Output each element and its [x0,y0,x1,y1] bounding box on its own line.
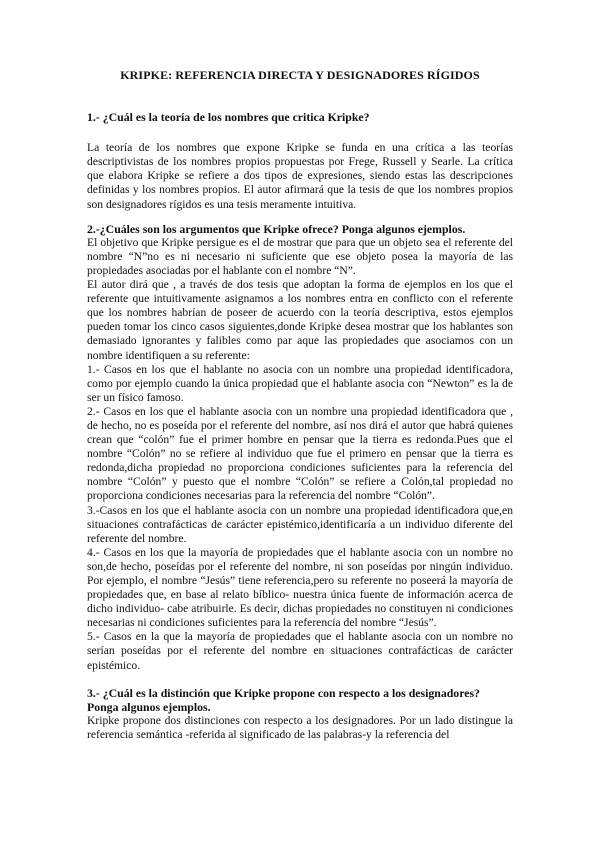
question-1-paragraph: La teoría de los nombres que expone Kripke se funda en una crítica a las teorías descriptivistas de los nombres propios propuestas por Frege, Russell y Searle. La crítica que elabora Kripke se refiere a dos tipos de expresiones, siendo estas las descripciones definidas y los nombres propios. El autor afirmará que la tesis de que los nombres propios son designadores rígidos es una tesis meramente intuitiva. [87,141,513,211]
document-body [87,68,513,742]
question-2-case-3: 3.-Casos en los que el hablante asocia con un nombre una propiedad identificadora que,en situaciones contrafácticas de carácter epistémico,identificaría a un individuo diferente del referente del nombre. [87,503,513,545]
question-2-paragraph-intro: El autor dirá que , a través de dos tesis que adoptan la forma de ejemplos en los que el referente que intuitivamente asignamos a los nombres entra en conflicto con el referente que los nombres habrían de poseer de acuerdo con la teoría descriptiva, estos ejemplos pueden tomar los cinco casos siguientes,donde Kripke desea mostrar que los hablantes son demasiado ignorantes y falibles como par aque las propiedades que asociamos con un nombre identifiquen a su referente: [87,278,513,362]
question-2-paragraph-objective: El objetivo que Kripke persigue es el de mostrar que para que un objeto sea el referente del nombre “N”no es ni necesario ni suficiente que ese objeto posea la mayoría de las propiedades asociadas por el hablante con el nombre “N”. [87,235,513,277]
question-3-heading: 3.- ¿Cuál es la distinción que Kripke propone con respecto a los designadores? Ponga algunos ejemplos. [87,685,480,714]
question-2-case-1: 1.- Casos en los que el hablante no asocia con un nombre una propiedad identificadora, como por ejemplo cuando la única propiedad que el hablante asocia con “Newton” es la de ser un físico famoso. [87,362,513,404]
question-2-case-2: 2.- Casos en los que el hablante asocia con un nombre una propiedad identificadora que , de hecho, no es poseída por el referente del nombre, así nos dirá el autor que habrá quienes crean que “colón” fue el primer hombre en pensar que la tierra es redonda.Pues que el nombre “Colón” no se refiere al individuo que fue el primero en pensar que la tierra es redonda,dicha propiedad no proporciona condiciones suficientes para la referencia del nombre “Colón” y puesto que el nombre “Colón” se refiere a Colón,tal propiedad no proporciona condiciones necesarias para la referencia del nombre “Colón”. [87,404,513,503]
question-2-case-4: 4.- Casos en los que la mayoría de propiedades que el hablante asocia con un nombre no son,de hecho, poseídas por el referente del nombre, ni son poseídas por ningún individuo. Por ejemplo, el nombre “Jesús” tiene referencia,pero su referente no poseerá la mayoría de propiedades que, en base al relato bíblico- nuestra única fuente de información acerca de dicho individuo- cabe atribuirle. Es decir, dichas propiedades no constituyen ni condiciones necesarias ni condiciones suficientes para la referencia del nombre “Jesús”. [87,545,513,630]
question-1-heading: 1.- ¿Cuál es la teoría de los nombres que critica Kripke? [87,110,370,125]
question-2-heading: 2.-¿Cuáles son los argumentos que Kripke ofrece? Ponga algunos ejemplos. [87,221,466,236]
document-title: KRIPKE: REFERENCIA DIRECTA Y DESIGNADORES RÍGIDOS [120,68,480,82]
question-2-case-5: 5.- Casos en la que la mayoría de propiedades que el hablante asocia con un nombre no serían poseídas por el referente del nombre en situaciones contrafácticas de carácter epistémico. [87,630,513,672]
question-3-paragraph: Kripke propone dos distinciones con respecto a los designadores. Por un lado distingue la referencia semántica -referida al significado de las palabras-y la referencia del [87,713,513,741]
